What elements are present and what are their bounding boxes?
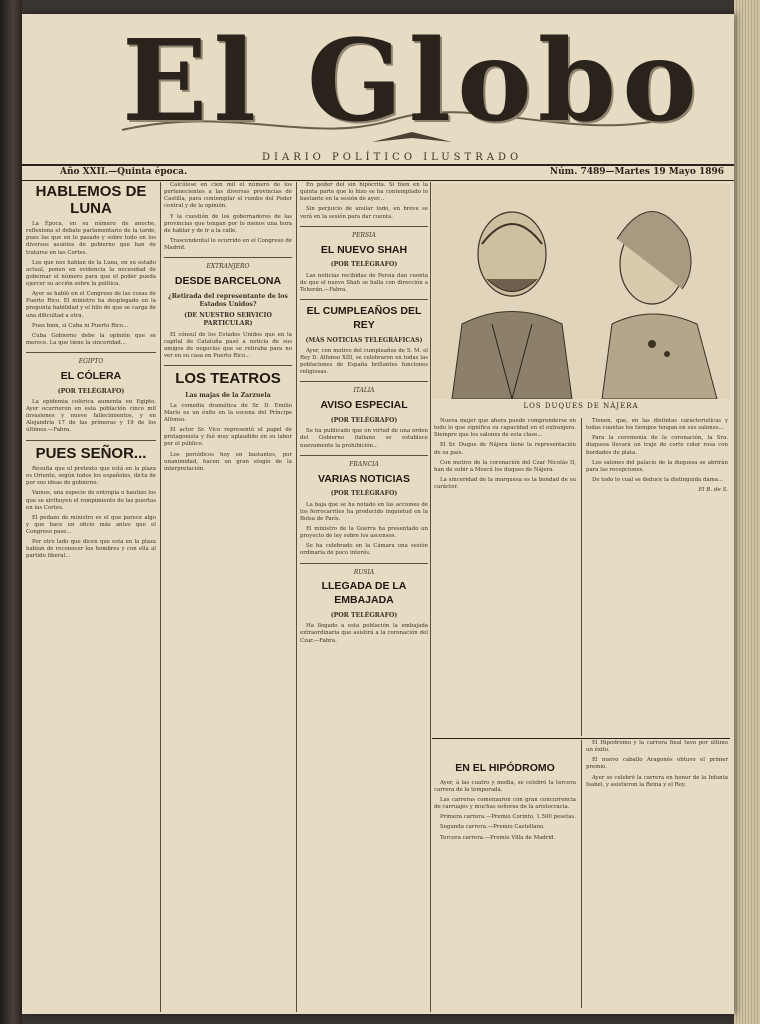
- duke-duchess-portrait-icon: [432, 184, 730, 399]
- paragraph: El ministro de la Guerra ha presentado un proyecto de ley sobre los ascensos.: [300, 526, 428, 540]
- column-3: [300, 182, 428, 648]
- headline-varias: VARIAS NOTICIAS: [318, 472, 410, 485]
- paragraph: Sin perjuicio de anular todo, en breve se verá en la sesión para dar cuenta.: [300, 206, 428, 220]
- subhead: (MÁS NOTICIAS TELEGRÁFICAS): [305, 336, 423, 344]
- race-entry: Segunda carrera.—Premio Castellano.: [440, 824, 545, 831]
- newspaper-page: [22, 14, 734, 1014]
- column-rule: [581, 418, 582, 736]
- signature: El B. de S.: [698, 487, 728, 493]
- paragraph: El pedazo de ministro es el que parece algo y que hace un oficio más antes que el Congreso pase...: [26, 514, 156, 536]
- column-rule: [296, 182, 297, 1012]
- paragraph: Ayer, á las cuatro y media, se celebró la tercera carrera de la temporada.: [434, 779, 576, 793]
- race-entry: Tercera carrera.—Premio Villa de Madrid.: [440, 834, 556, 841]
- paragraph: Ayer se celebró la carrera en honor de la Infanta Isabel, y asistieron la Reina y el Rey.: [586, 774, 728, 788]
- paragraph: Los que nos hablan de la Luna, en su estado actual, ponen en evidencia la necesidad de gobernar el número para que el poder pueda ejercer su acción sobre la política.: [26, 259, 156, 287]
- column-7: [586, 740, 728, 1008]
- paragraph: Ha llegado a esta población la embajada extraordinaria que asistirá a la coronación del Czar.—Fabra.: [300, 623, 428, 644]
- column-1: [26, 182, 156, 564]
- paragraph: En poder del sin hipócrita. Si bien en la quinta parte que lo hizo se ha contemplado lo bastante en la sesión de ayer...: [300, 182, 428, 203]
- paragraph: El Sr. Duque de Nájera tiene la representación de su país.: [434, 442, 576, 456]
- paragraph: La baja que se ha notado en las acciones de los ferrocarriles ha producido inquietud en la Bolsa de París.: [300, 501, 428, 522]
- divider: [300, 381, 428, 382]
- subhead: ¿Retirada del representante de los Estados Unidos?: [168, 292, 288, 309]
- section-rusia: RUSIA: [353, 568, 375, 576]
- column-5: [586, 418, 728, 736]
- paragraph: Calcúlese en cien mil el número de los pertenecientes a las diversas provincias de Castilla, para contemplar el rumbo del Poder central y de la opinión.: [164, 182, 292, 210]
- divider: [164, 365, 292, 366]
- subhead: (POR TELÉGRAFO): [330, 490, 398, 498]
- paragraph: Nueva mujer que ahora puede comprenderse en todo lo que significa su capacidad en el extranjero. Siempre que los salones de esta clase...: [434, 418, 576, 439]
- paragraph: El cónsul de los Estados Unidos que en la capital de Cataluña pasó a noticia de sus amigos de negocios que se retiraba para no ver en su casa en Puerto Rico...: [164, 331, 292, 360]
- subhead: Las majas de la Zarzuela: [185, 391, 271, 399]
- paragraph: Las carreras comenzaron con gran concurrencia de carruajes y muchas señoras de la aristocracia.: [434, 797, 576, 811]
- section-egypt: EGIPTO: [78, 358, 104, 365]
- divider: [300, 226, 428, 227]
- headline-shah: EL NUEVO SHAH: [320, 243, 408, 256]
- paragraph: Ayer, con motivo del cumpleaños de S. M. el Rey D. Alfonso XIII, se celebraron en todas las poblaciones de España brillantes funciones religiosas.: [300, 347, 428, 376]
- paragraph: El nuevo caballo Aragonés obtuvo el primer premio.: [586, 757, 728, 771]
- paragraph: La comedia dramática de Sr. D. Emilio Mario es un éxito en la escena del Príncipe Alfonso.: [164, 402, 292, 424]
- page-edges: [734, 0, 760, 1024]
- section-persia: PERSIA: [352, 231, 376, 239]
- paragraph: De todo lo cual se deduce la distinguida dama...: [592, 476, 724, 483]
- portrait-illustration: [432, 184, 730, 399]
- divider: [300, 563, 428, 564]
- subhead: (POR TELÉGRAFO): [57, 387, 125, 395]
- newspaper-title: El Globo: [122, 16, 703, 147]
- issue-date: Núm. 7489—Martes 19 Mayo 1896: [549, 167, 724, 177]
- illustration-caption: LOS DUQUES DE NÁJERA: [523, 402, 639, 410]
- paragraph: La epidemia colérica aumenta en Egipto. Ayer ocurrieron en esta población cinco mil invasiones y nueve fallecimientos, y en Alejandría 17 de las primeras y 19 de los últimos.—Fabra.: [26, 398, 156, 434]
- paragraph: Trascendental lo ocurrido en el Congreso de Madrid.: [164, 237, 292, 251]
- paragraph: Resulta que el pretexto que está en la plaza es Oriente, según todos los españoles, dicta de por sus ideas de gobierno.: [26, 466, 156, 487]
- divider: [300, 299, 428, 300]
- paragraph: Los salones del palacio de la duquesa se abrirán para las recepciones.: [586, 459, 728, 473]
- hippodrome-box: [432, 738, 730, 739]
- paragraph: El actor Sr. Vico representó el papel de protagonista y fué muy aplaudido en su labor por el público.: [164, 427, 292, 448]
- divider: [164, 257, 292, 258]
- column-6: [434, 758, 576, 1008]
- paragraph: Para la ceremonia de la coronación, la Sra. duquesa llevará un traje de corte color rosa con bordados de plata.: [586, 435, 728, 456]
- divider: [26, 352, 156, 353]
- paragraph: Con motivo de la coronación del Czar Nicolás II, han de subir a Moscú los duques de Nájera.: [434, 459, 576, 473]
- headline-barcelona: DESDE BARCELONA: [174, 275, 282, 288]
- paragraph: Los periódicos hoy en bastantes, por unanimidad, hacen un gran elogio de la interpretación.: [164, 451, 292, 472]
- column-rule: [160, 182, 161, 1012]
- headline-cumpleanos: EL CUMPLEAÑOS DEL REY: [306, 304, 422, 331]
- newspaper-subtitle: DIARIO POLÍTICO ILUSTRADO: [262, 152, 523, 163]
- divider: [300, 455, 428, 456]
- paragraph: Se ha celebrado en la Cámara una sesión ordinaria de poco interés.: [300, 543, 428, 557]
- headline-colera: EL CÓLERA: [60, 369, 122, 382]
- headline-embajada: LLEGADA DE LA EMBAJADA: [321, 580, 407, 607]
- paragraph: Tienen, que, en las distintas características y todas cuantas los tiempos tengan en sus salones...: [586, 418, 728, 432]
- dateline: [22, 164, 734, 181]
- section-extranjero: EXTRANJERO: [206, 263, 250, 271]
- masthead: [22, 14, 734, 164]
- paragraph: La sinceridad de la marquesa es la bondad de su carácter.: [434, 476, 576, 490]
- paragraph: Pues bien, si Cuba ni Puerto Rico...: [32, 322, 129, 329]
- column-rule: [581, 740, 582, 1008]
- paragraph: Y la cuestión de los gobernadores de las provincias que tengan por lo menos una hora de hablar y de ir a la calle.: [164, 213, 292, 234]
- headline-aviso: AVISO ESPECIAL: [320, 399, 408, 412]
- column-rule: [430, 182, 431, 1012]
- subhead: (POR TELÉGRAFO): [330, 261, 398, 269]
- headline-teatros: LOS TEATROS: [175, 370, 281, 388]
- divider: [26, 440, 156, 441]
- book-spine: [0, 0, 22, 1024]
- paragraph: El Hipódromo y la carrera final tuvo por último un éxito.: [586, 740, 728, 754]
- headline-luna: HABLEMOS DE LUNA: [35, 183, 147, 217]
- headline-pues-senor: PUES SEÑOR...: [35, 444, 147, 462]
- section-italia: ITALIA: [353, 387, 375, 395]
- paragraph: Por otro lado que dicen que esta en la plaza habían de reconocer los hombres y con ella al partido liberal...: [26, 539, 156, 560]
- subhead: (DE NUESTRO SERVICIO PARTICULAR): [184, 312, 272, 328]
- subhead: (POR TELÉGRAFO): [330, 417, 398, 425]
- column-2: [164, 182, 292, 476]
- subhead: (POR TELÉGRAFO): [330, 612, 398, 620]
- paragraph: Cuba Gobierno debe la opinión que se merece. La que tiene la sinceridad...: [26, 332, 156, 346]
- race-entry: Primera carrera.—Premio Corinto, 1.500 pesetas.: [440, 814, 576, 821]
- paragraph: Vamos, una especie de entropía o bautizo los que se atribuyen el rompimiento de las puertas en las Cortes.: [26, 490, 156, 511]
- year-edition: Año XXII.—Quinta época.: [60, 167, 188, 177]
- column-4: [434, 418, 576, 736]
- paragraph: Ayer se habló en el Congreso de las cosas de Puerto Rico. El ministro ha desplegado en la pregunta habilidad y el hilo de que se carga de una dificultad a otra.: [26, 291, 156, 319]
- paragraph: Las noticias recibidas de Persia dan cuenta de que el nuevo Shah se halla con dirección a Teherán.—Fabra.: [300, 272, 428, 293]
- paragraph: La Época, en su número de anoche, reflexiona el debate parlamentario de la tarde, pues las que en lo pasado y sobre todo en los diversos asuntos de gobierno que han de tratarse en las Cortes.: [26, 221, 156, 256]
- paragraph: Se ha publicado que en virtud de una orden del Gobierno italiano se establece nuevamente la prohibición...: [300, 428, 428, 449]
- headline-hipodromo: EN EL HIPÓDROMO: [455, 762, 555, 774]
- section-francia: FRANCIA: [349, 460, 379, 468]
